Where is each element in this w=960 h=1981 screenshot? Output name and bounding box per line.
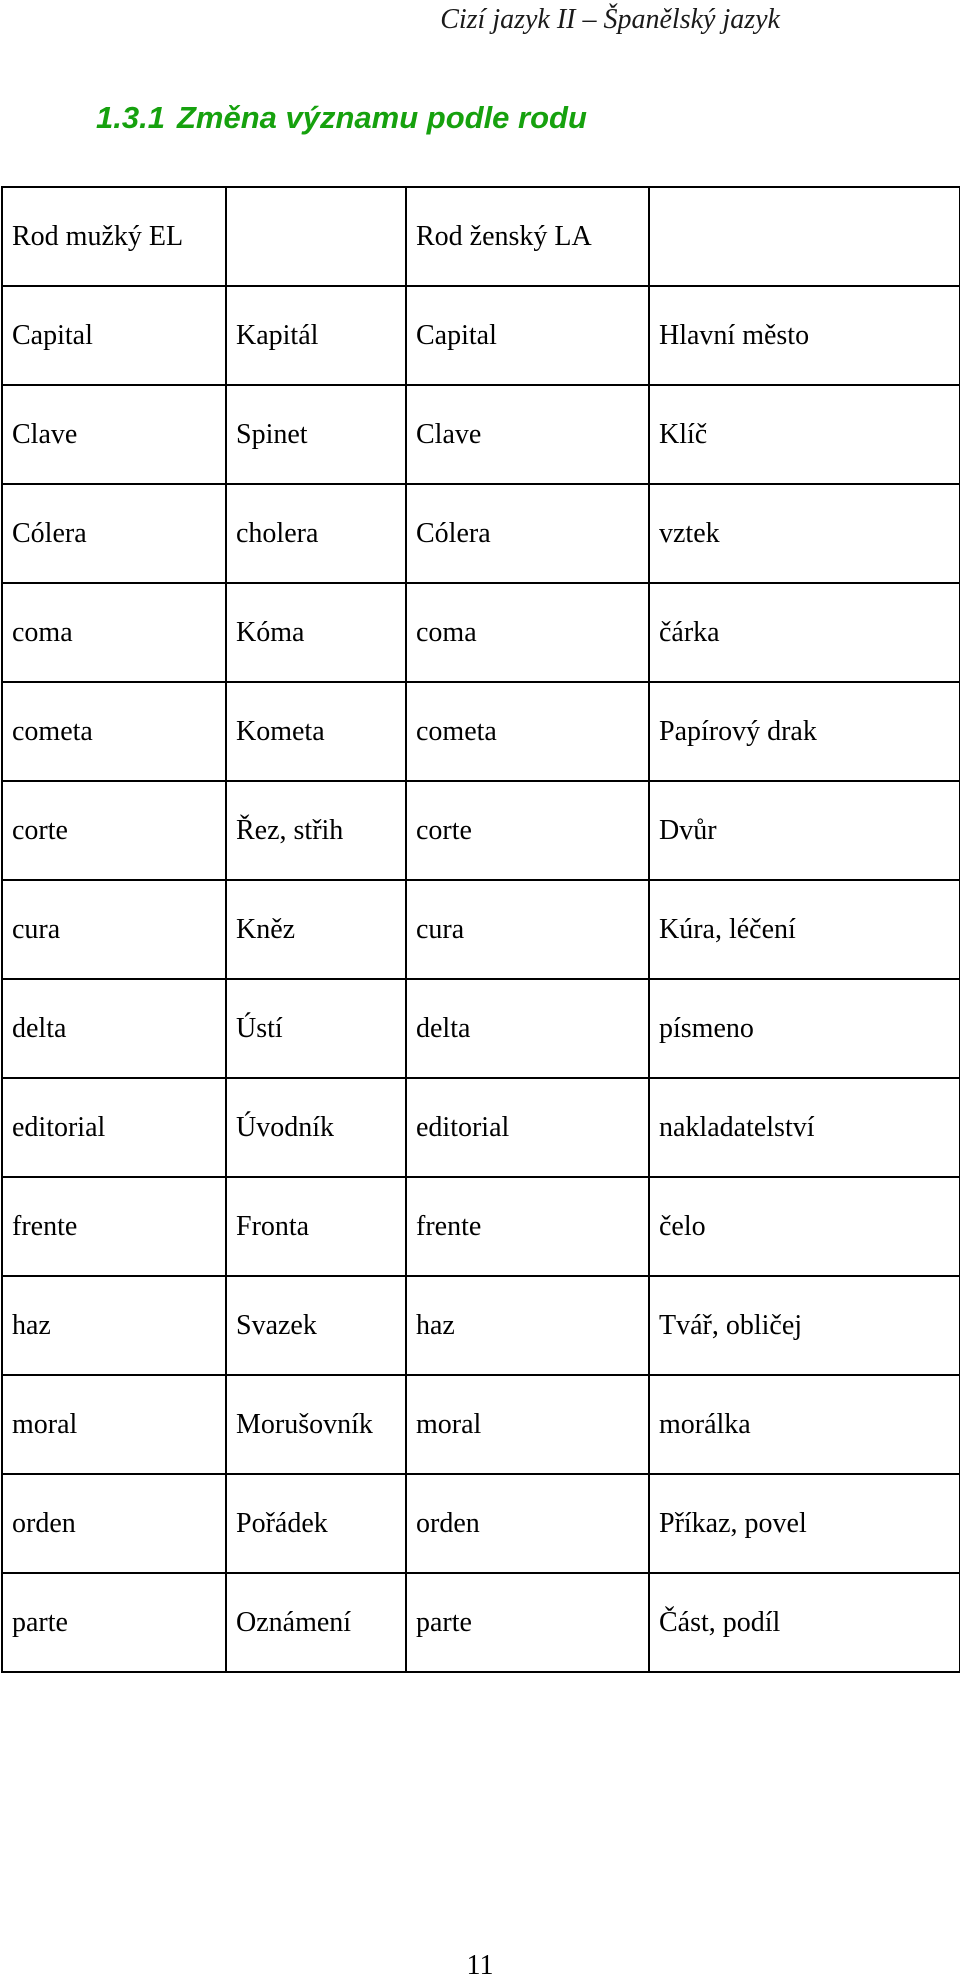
table-cell: čelo [649,1177,960,1276]
table-row [2,781,960,880]
table-cell: orden [2,1474,226,1573]
table-cell: Úvodník [226,1078,406,1177]
gender-meaning-table [1,186,960,1673]
table-cell: Capital [2,286,226,385]
table-cell: delta [2,979,226,1078]
table-cell: Část, podíl [649,1573,960,1672]
table-row [2,484,960,583]
table-cell: parte [406,1573,649,1672]
table-cell: Spinet [226,385,406,484]
table-cell: moral [406,1375,649,1474]
table-cell: morálka [649,1375,960,1474]
table-row [2,1573,960,1672]
table-cell: Cólera [2,484,226,583]
table-cell: písmeno [649,979,960,1078]
table-cell: Kóma [226,583,406,682]
table-cell: moral [2,1375,226,1474]
section-number: 1.3.1 [96,100,165,135]
table-cell: coma [406,583,649,682]
table-cell: Cólera [406,484,649,583]
table-cell: Morušovník [226,1375,406,1474]
table-cell: Clave [406,385,649,484]
table-cell: Papírový drak [649,682,960,781]
section-heading [96,100,587,136]
table-cell: haz [406,1276,649,1375]
table-cell: parte [2,1573,226,1672]
table-row [2,1078,960,1177]
table-cell: čárka [649,583,960,682]
table-cell: frente [2,1177,226,1276]
table-cell: Dvůr [649,781,960,880]
table-cell: haz [2,1276,226,1375]
table-cell: cometa [406,682,649,781]
table-cell: Kapitál [226,286,406,385]
table-row [2,583,960,682]
table-cell: cura [2,880,226,979]
table-row [2,1375,960,1474]
table-cell: Pořádek [226,1474,406,1573]
table-cell: editorial [406,1078,649,1177]
table-row [2,1276,960,1375]
table-cell: Oznámení [226,1573,406,1672]
page-number: 11 [466,1950,494,1981]
table-row [2,286,960,385]
table-row [2,1177,960,1276]
table-cell: Kúra, léčení [649,880,960,979]
table-cell: cholera [226,484,406,583]
table-cell: delta [406,979,649,1078]
table-header-row [2,187,960,286]
table-cell: coma [2,583,226,682]
table-cell [226,187,406,286]
table-cell: Rod mužký EL [2,187,226,286]
table-cell: corte [406,781,649,880]
table-cell: Klíč [649,385,960,484]
table-cell: Ústí [226,979,406,1078]
running-header: Cizí jazyk II – Španělský jazyk [440,4,780,35]
table-cell: Clave [2,385,226,484]
table-cell: Kometa [226,682,406,781]
table-cell: Tvář, obličej [649,1276,960,1375]
table-row [2,880,960,979]
table-cell: editorial [2,1078,226,1177]
table-row [2,979,960,1078]
table-cell: Fronta [226,1177,406,1276]
section-title: Změna významu podle rodu [176,100,587,135]
table-cell: corte [2,781,226,880]
table-cell: vztek [649,484,960,583]
table-cell: cura [406,880,649,979]
table-cell: Kněz [226,880,406,979]
table-cell: Capital [406,286,649,385]
table-row [2,385,960,484]
table-cell: orden [406,1474,649,1573]
table-row [2,1474,960,1573]
table-cell: Příkaz, povel [649,1474,960,1573]
table-cell: Rod ženský LA [406,187,649,286]
table-cell: Svazek [226,1276,406,1375]
table-cell [649,187,960,286]
table-cell: Řez, střih [226,781,406,880]
table-cell: nakladatelství [649,1078,960,1177]
table-cell: frente [406,1177,649,1276]
table-cell: Hlavní město [649,286,960,385]
table-row [2,682,960,781]
table-cell: cometa [2,682,226,781]
